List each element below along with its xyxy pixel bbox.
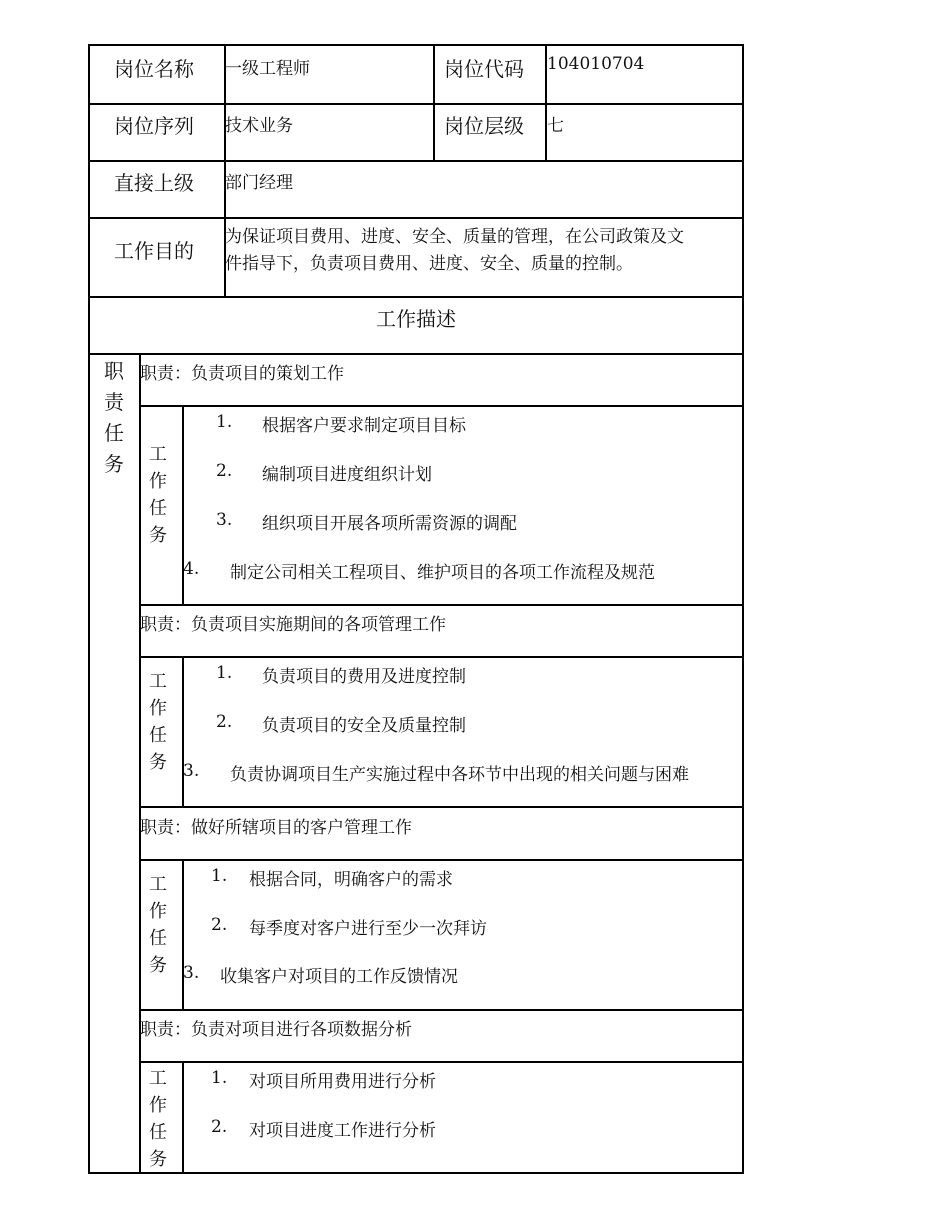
level-label: 岗位层级 bbox=[444, 114, 524, 138]
task-item: 对项目进度工作进行分析 bbox=[249, 1121, 436, 1141]
task-number: 3. bbox=[183, 761, 200, 781]
task-label: 工 作 任 务 bbox=[149, 671, 167, 773]
task-number: 4. bbox=[183, 559, 200, 579]
task-number: 1. bbox=[211, 1068, 228, 1088]
level-value: 七 bbox=[547, 116, 564, 136]
task-number: 1. bbox=[216, 663, 233, 683]
task-item: 负责项目的费用及进度控制 bbox=[262, 667, 466, 687]
task-number: 1. bbox=[211, 866, 228, 886]
duties-tasks-label: 职 责 任 务 bbox=[104, 359, 124, 476]
task-number: 2. bbox=[211, 915, 228, 935]
superior-value: 部门经理 bbox=[225, 173, 293, 193]
task-number: 3. bbox=[183, 963, 200, 983]
task-number: 2. bbox=[216, 461, 233, 481]
task-label: 工 作 任 务 bbox=[149, 444, 167, 546]
task-label: 工 作 任 务 bbox=[149, 1068, 167, 1170]
task-item: 制定公司相关工程项目、维护项目的各项工作流程及规范 bbox=[230, 563, 655, 583]
task-number: 2. bbox=[216, 712, 233, 732]
task-item: 根据客户要求制定项目目标 bbox=[262, 416, 466, 436]
task-item: 负责协调项目生产实施过程中各环节中出现的相关问题与困难 bbox=[230, 765, 689, 785]
task-item: 收集客户对项目的工作反馈情况 bbox=[220, 967, 458, 987]
duty-title: 职责：负责对项目进行各项数据分析 bbox=[140, 1020, 412, 1040]
superior-label: 直接上级 bbox=[114, 171, 194, 195]
task-item: 每季度对客户进行至少一次拜访 bbox=[249, 919, 487, 939]
task-item: 组织项目开展各项所需资源的调配 bbox=[262, 514, 517, 534]
position-code-value: 104010704 bbox=[547, 54, 645, 74]
position-code-label: 岗位代码 bbox=[444, 57, 524, 81]
duty-title: 职责：做好所辖项目的客户管理工作 bbox=[140, 818, 412, 838]
task-label: 工 作 任 务 bbox=[149, 874, 167, 976]
purpose-line-1: 为保证项目费用、进度、安全、质量的管理，在公司政策及文 bbox=[225, 227, 684, 247]
duty-title: 职责：负责项目的策划工作 bbox=[140, 364, 344, 384]
duty-title: 职责：负责项目实施期间的各项管理工作 bbox=[140, 615, 446, 635]
purpose-label: 工作目的 bbox=[114, 239, 194, 263]
task-item: 编制项目进度组织计划 bbox=[262, 465, 432, 485]
task-number: 3. bbox=[216, 510, 233, 530]
task-item: 根据合同，明确客户的需求 bbox=[249, 870, 453, 890]
purpose-line-2: 件指导下，负责项目费用、进度、安全、质量的控制。 bbox=[225, 254, 633, 274]
sequence-value: 技术业务 bbox=[225, 116, 293, 136]
task-number: 1. bbox=[216, 412, 233, 432]
work-description-title: 工作描述 bbox=[376, 307, 456, 331]
position-name-value: 一级工程师 bbox=[225, 59, 310, 79]
task-item: 负责项目的安全及质量控制 bbox=[262, 716, 466, 736]
task-item: 对项目所用费用进行分析 bbox=[249, 1072, 436, 1092]
task-number: 2. bbox=[211, 1117, 228, 1137]
sequence-label: 岗位序列 bbox=[114, 114, 194, 138]
position-name-label: 岗位名称 bbox=[114, 57, 194, 81]
